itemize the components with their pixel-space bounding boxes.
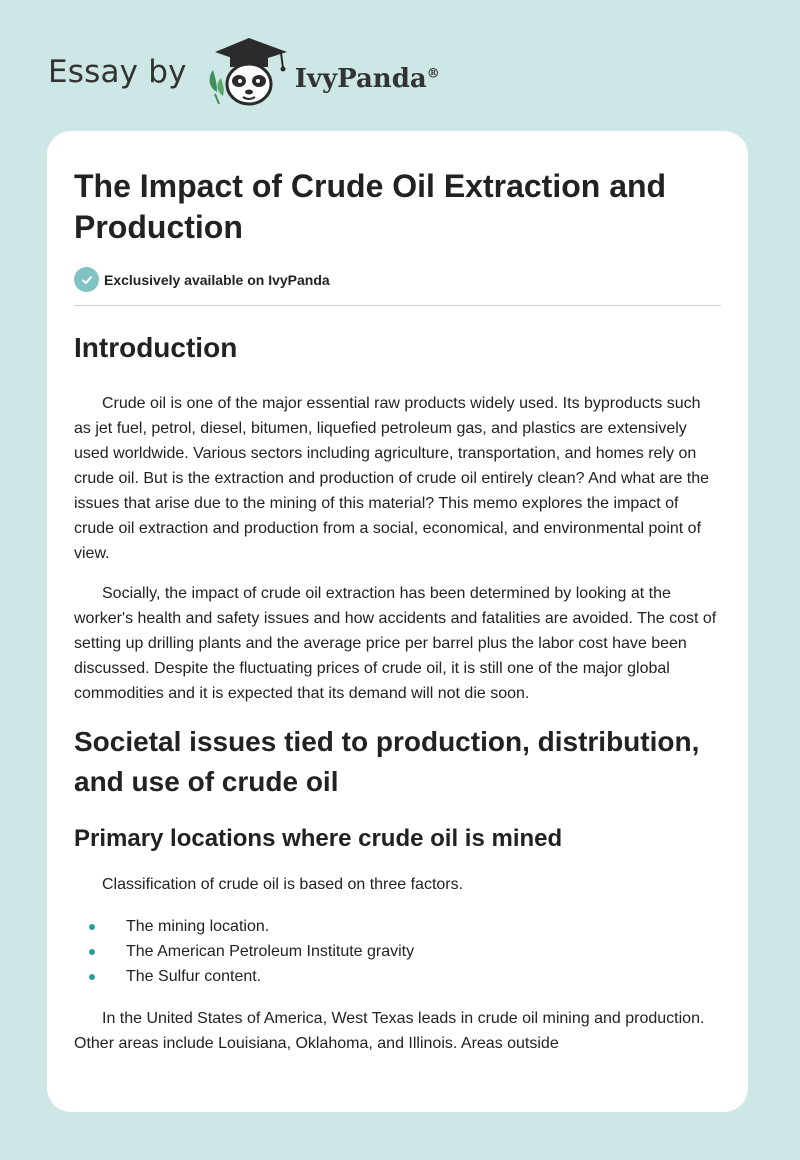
classification-paragraph: Classification of crude oil is based on three factors. <box>102 876 464 893</box>
panda-logo-icon[interactable] <box>203 34 289 110</box>
bullet-icon <box>89 949 95 955</box>
list-item: The mining location. <box>74 914 721 939</box>
check-icon <box>74 267 99 292</box>
article-card <box>47 131 748 1112</box>
essay-by-label: Essay by <box>48 54 187 90</box>
societal-heading: Societal issues tied to production, distribution, and use of crude oil <box>74 726 700 797</box>
article-title: The Impact of Crude Oil Extraction and Production <box>74 168 667 245</box>
intro-paragraph-2: Socially, the impact of crude oil extraction has been determined by looking at the worker's health and safety issues and how accidents and fatalities are avoided. The cost of setting up drilling plants and the average price per barrel plus the labor cost have been discussed. Despite the fluctuating prices of crude oil, it is still one of the major global commodities and it is expected that its demand will not die soon. <box>74 585 717 702</box>
bullet-icon <box>89 924 95 930</box>
intro-paragraph-1: Crude oil is one of the major essential raw products widely used. Its byproducts such as jet fuel, petrol, diesel, bitumen, liquefied petroleum gas, and plastics are extensively used worldwide. Various sectors including agriculture, transportation, and homes rely on crude oil. But is the extraction and production of crude oil entirely clean? And what are the issues that arise due to the mining of this material? This memo explores the impact of crude oil extraction and production from a social, economical, and environmental point of view. <box>74 395 710 562</box>
intro-heading: Introduction <box>74 332 238 363</box>
factors-list <box>74 914 721 989</box>
brand-header <box>48 34 440 110</box>
brand-name[interactable]: IvyPanda® <box>294 64 440 94</box>
divider <box>74 305 721 306</box>
list-item: The Sulfur content. <box>74 964 721 989</box>
list-item: The American Petroleum Institute gravity <box>74 939 721 964</box>
exclusive-badge <box>74 267 721 292</box>
exclusive-label: Exclusively available on IvyPanda <box>104 271 330 288</box>
locations-heading: Primary locations where crude oil is mined <box>74 825 563 852</box>
bullet-icon <box>89 974 95 980</box>
usa-paragraph: In the United States of America, West Texas leads in crude oil mining and production. Other areas include Louisiana, Oklahoma, and Illinois. Areas outside <box>74 1010 705 1052</box>
